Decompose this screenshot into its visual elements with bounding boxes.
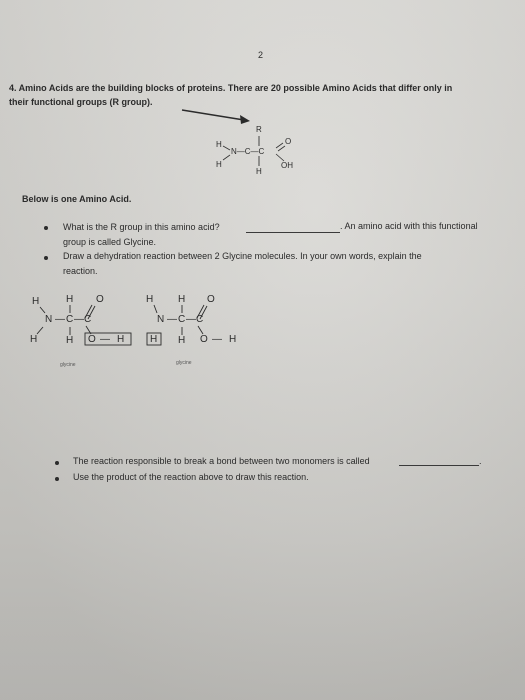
hydroxyl-oh: OH (281, 161, 293, 170)
glycine1-caption: glycine (60, 362, 76, 368)
page-number: 2 (258, 50, 264, 60)
glycine2-o: O (207, 294, 215, 305)
glycine2-c-carboxyl: C (196, 314, 204, 325)
glycine2-hydroxyl-h: H (229, 334, 237, 345)
glycine2-c-alpha: C (178, 314, 186, 325)
carbonyl-o: O (285, 137, 292, 146)
bullet-dehydration: Draw a dehydration reaction between 2 Glycine molecules. In your own words, explain the (63, 251, 422, 261)
bullet-draw-reaction: Use the product of the reaction above to draw this reaction. (73, 472, 309, 482)
glycine2-n: N (157, 314, 165, 325)
bullet-dot (55, 477, 59, 481)
bullet-r-group-continued: . An amino acid with this functional (340, 221, 478, 231)
glycine1-o: O (96, 294, 104, 305)
glycine1-h-top: H (66, 294, 74, 305)
glycine1-h-bottom: H (66, 335, 74, 346)
glycine1-hydroxyl-h: H (117, 334, 125, 345)
bullet-reaction-name: The reaction responsible to break a bond between two monomers is called (73, 456, 370, 466)
glycine2-h-left-top: H (146, 294, 154, 305)
bullet-r-group-question: What is the R group in this amino acid? (63, 222, 220, 232)
amine-h-top: H (216, 140, 222, 149)
glycine2-h-top: H (178, 294, 186, 305)
glycine1-n: N (45, 314, 53, 325)
glycine2-h-left-bottom: H (150, 334, 158, 345)
glycine2-caption: glycine (176, 360, 192, 366)
question-line-2: their functional groups (R group). (9, 97, 153, 107)
below-text: Below is one Amino Acid. (22, 194, 132, 204)
backbone-n-c-c: N—C—C (231, 147, 265, 156)
bullet-dot (55, 461, 59, 465)
question-line-1: 4. Amino Acids are the building blocks of proteins. There are 20 possible Amino Acids that differ only in (9, 83, 453, 93)
reaction-name-answer-blank[interactable] (399, 465, 479, 466)
glycine1-hydroxyl-o: O (88, 334, 96, 345)
amine-h-bottom: H (216, 160, 222, 169)
glycine2-hydroxyl-o: O (200, 334, 208, 345)
alpha-h: H (256, 167, 262, 176)
bullet-dehydration-continued: reaction. (63, 266, 98, 276)
glycine1-h-left-top: H (32, 296, 40, 307)
bullet-glycine-line: group is called Glycine. (63, 237, 157, 247)
glycine1-c-carboxyl: C (84, 314, 92, 325)
glycine2-h-bottom: H (178, 335, 186, 346)
glycine1-c-alpha: C (66, 314, 74, 325)
r-group-label: R (256, 125, 262, 134)
glycine1-h-left-bottom: H (30, 334, 38, 345)
worksheet-page: 2 4. Amino Acids are the building blocks of proteins. There are 20 possible Amino Acids that differ only in their functional groups (R group). R H N—C—C O H H OH Below is one Amino Acid. What is the R group in this amino acid? . An amino acid with this functional group is called Glycine. Draw a dehydration reaction between 2 Glycine molecules. In your own words, explain the reaction. H H O N — C — C H H O — H glycine H H O N — C — C H H O — H glycine The reaction responsible to break a bond between two monomers is called . Use the product of the reaction above to draw this reaction. (0, 0, 525, 700)
